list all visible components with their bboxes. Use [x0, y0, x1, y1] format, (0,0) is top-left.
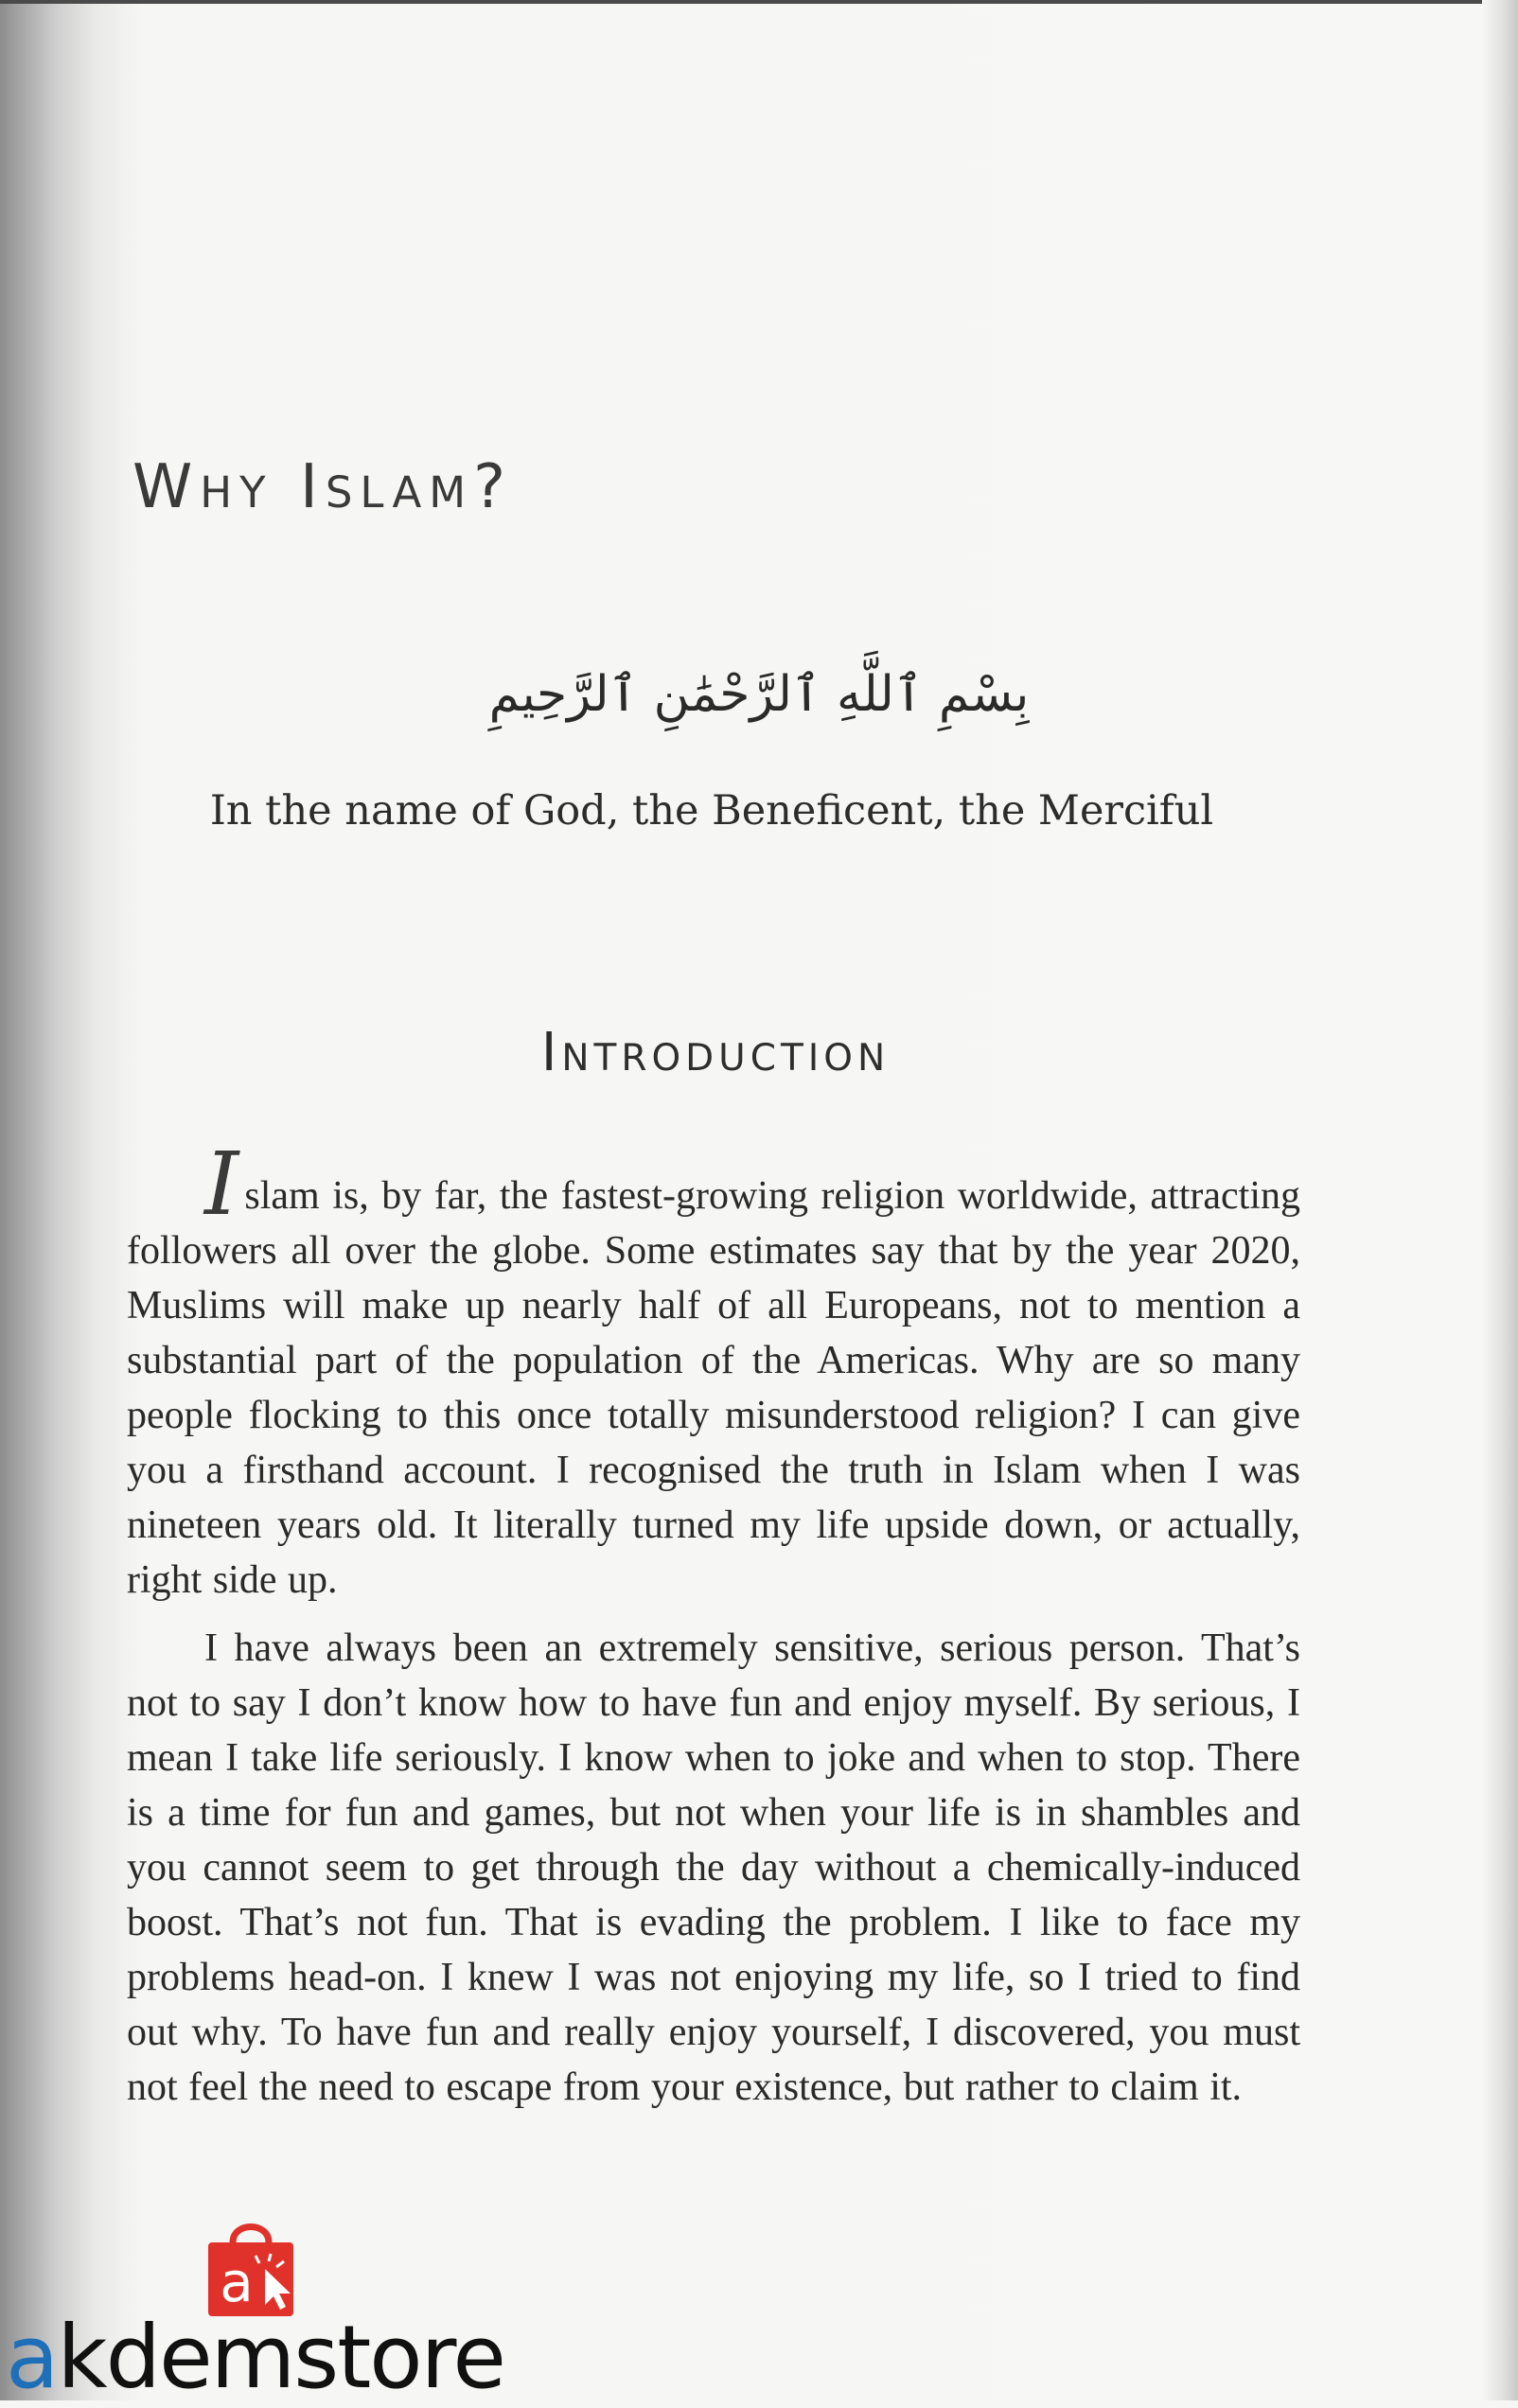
brand-rest: kdemstore	[57, 2307, 504, 2408]
basmala-arabic: بِسْمِ ٱللَّهِ ٱلرَّحْمَٰنِ ٱلرَّحِيمِ	[488, 666, 1030, 723]
body-text	[127, 1134, 1300, 2128]
akdemstore-watermark	[0, 2205, 530, 2408]
paragraph-2: I have always been an extremely sensitive, serious person. That’s not to say I don’t know how to have fun and enjoy myself. By serious, I mean I take life seriously. I know when to joke and when to stop. There is a time for fun and games, but not when your life is in shambles and you cannot seem to get through the day without a chemically-induced boost. That’s not fun. That is evading the problem. I like to face my problems head-on. I knew I was not enjoying my life, so I tried to find out why. To have fun and really enjoy yourself, I discovered, you must not feel the need to escape from your existence, but rather to claim it.	[127, 1626, 1300, 2109]
brand-name	[6, 2307, 504, 2408]
paragraph-1	[127, 1134, 1300, 1608]
chapter-title: Why Islam?	[132, 452, 514, 522]
brand-first-letter: a	[6, 2307, 58, 2408]
bag-letter: a	[220, 2250, 254, 2314]
page-right-edge	[1482, 0, 1518, 2400]
drop-cap-initial: I	[204, 1134, 239, 1235]
basmala-translation: In the name of God, the Beneficent, the Merciful	[209, 787, 1214, 835]
page-top-edge	[0, 0, 1518, 4]
shopping-bag-icon	[199, 2214, 303, 2320]
paragraph-1-text: slam is, by far, the fastest-growing religion worldwide, attracting followers all over the globe. Some estimates say that by the year 2020, Muslims will make up nearly half of all Europeans, not to mention a substantial part of the population of the Americas. Why are so many people flocking to this once totally misunderstood religion? I can give you a firsthand account. I recognised the truth in Islam when I was nineteen years old. It literally turned my life upside down, or actually, right side up.	[127, 1174, 1300, 1602]
section-title: Introduction	[540, 1022, 891, 1083]
